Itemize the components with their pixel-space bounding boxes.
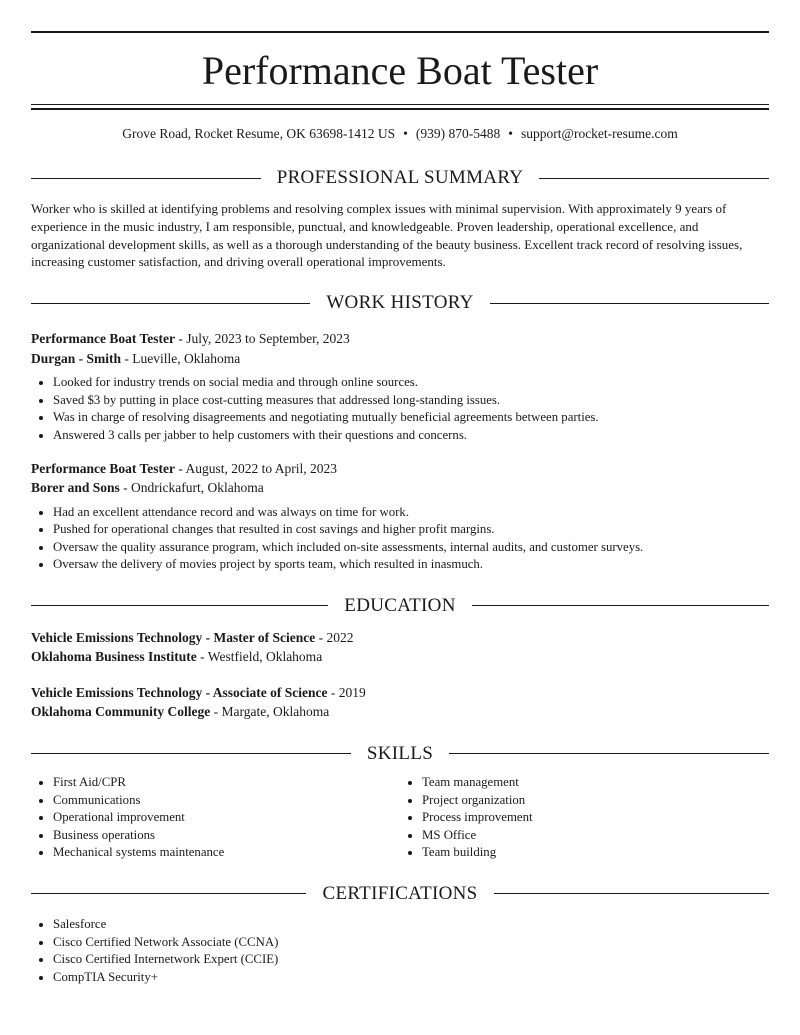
education-entry <box>31 683 769 722</box>
job-bullet: • Looked for industry trends on social media and through online sources. <box>53 374 769 392</box>
job-bullet: • Oversaw the delivery of movies project by sports team, which resulted in inasmuch. <box>53 556 769 574</box>
section-header-skills <box>31 740 769 768</box>
certification-item: • Cisco Certified Network Associate (CCNA) <box>53 934 769 952</box>
section-title: SKILLS <box>366 742 434 764</box>
certifications-list <box>31 916 769 986</box>
section-header-certifications <box>31 880 769 908</box>
skill-item: • Operational improvement <box>53 809 400 827</box>
education-degree-line <box>31 683 769 703</box>
section-rule <box>449 753 769 754</box>
skills-list-left <box>31 774 400 862</box>
section-rule <box>494 893 769 894</box>
top-rule <box>31 31 769 33</box>
section-rule <box>539 178 769 179</box>
job-dates: - July, 2023 to September, 2023 <box>174 331 350 347</box>
certification-item: • Cisco Certified Internetwork Expert (CCIE) <box>53 951 769 969</box>
section-rule <box>31 605 328 606</box>
summary-text: Worker who is skilled at identifying problems and resolving complex issues with minimal supervision. With approximately 9 years of experience in the music industry, I am responsible, punctual, and knowledgeable. Proven leadership, operational excellence, and organizational development skills, as well as a thorough understanding of the beauty business. Excellent track record of resolving issues, increasing customer satisfaction, and driving overall operational improvements. <box>31 201 743 270</box>
skill-item: • Mechanical systems maintenance <box>53 844 400 862</box>
contact-separator: • <box>403 126 408 141</box>
education-school-line <box>31 702 769 722</box>
skill-item: • Team building <box>422 844 769 862</box>
skill-item: • Project organization <box>422 792 769 810</box>
section-rule <box>31 893 306 894</box>
job-bullet: • Answered 3 calls per jabber to help customers with their questions and concerns. <box>53 427 769 445</box>
job-bullets <box>31 504 769 574</box>
work-history-list <box>31 329 769 574</box>
job-company-line <box>31 478 769 498</box>
section-rule <box>31 303 310 304</box>
education-year: - 2022 <box>315 629 354 645</box>
section-rule <box>472 605 769 606</box>
job-location: - Lueville, Oklahoma <box>121 350 241 366</box>
job-entry <box>31 459 769 574</box>
skill-item: • First Aid/CPR <box>53 774 400 792</box>
section-header-education <box>31 592 769 620</box>
job-dates: - August, 2022 to April, 2023 <box>174 460 337 476</box>
skill-item: • Business operations <box>53 827 400 845</box>
job-bullet: • Was in charge of resolving disagreements and negotiating mutually beneficial agreements between parties. <box>53 409 769 427</box>
education-school-line <box>31 647 769 667</box>
skills-list-right <box>400 774 769 862</box>
education-degree-line <box>31 628 769 648</box>
contact-address: Grove Road, Rocket Resume, OK 63698-1412 US <box>122 126 396 141</box>
title-double-rule <box>31 104 769 110</box>
contact-separator: • <box>508 126 514 141</box>
section-header-work-history <box>31 289 769 317</box>
job-bullets <box>31 374 769 444</box>
job-bullet: • Saved $3 by putting in place cost-cutting measures that addressed long-standing issues. <box>53 392 769 410</box>
certification-item: • CompTIA Security+ <box>53 969 769 987</box>
skill-item: • Communications <box>53 792 400 810</box>
section-rule <box>31 178 261 179</box>
section-header-summary <box>31 164 769 192</box>
skills-columns <box>31 774 769 862</box>
section-title: EDUCATION <box>344 594 456 616</box>
job-location: - Ondrickafurt, Oklahoma <box>119 480 264 496</box>
job-company: Durgan - Smith <box>31 350 122 366</box>
education-year: - 2019 <box>327 684 366 700</box>
section-title: CERTIFICATIONS <box>322 882 478 904</box>
contact-phone: (939) 870-5488 <box>415 126 501 141</box>
job-title-line <box>31 329 769 349</box>
job-title: Performance Boat Tester <box>31 460 175 476</box>
education-degree: Vehicle Emissions Technology - Master of Science <box>31 629 316 645</box>
resume-page <box>31 31 769 986</box>
contact-email: support@rocket-resume.com <box>521 126 678 141</box>
section-title: WORK HISTORY <box>326 292 474 314</box>
skill-item: • MS Office <box>422 827 769 845</box>
job-title: Performance Boat Tester <box>31 331 175 347</box>
education-degree: Vehicle Emissions Technology - Associate of Science <box>31 684 328 700</box>
job-company-line <box>31 349 769 369</box>
skill-item: • Process improvement <box>422 809 769 827</box>
section-rule <box>490 303 769 304</box>
job-bullet: • Pushed for operational changes that resulted in cost savings and higher profit margins. <box>53 521 769 539</box>
job-entry <box>31 329 769 444</box>
education-school: Oklahoma Community College <box>31 704 211 720</box>
job-company: Borer and Sons <box>31 480 120 496</box>
education-location: - Westfield, Oklahoma <box>196 649 323 665</box>
contact-line <box>31 126 769 146</box>
resume-title: Performance Boat Tester <box>201 48 599 93</box>
job-bullet: • Had an excellent attendance record and was always on time for work. <box>53 504 769 522</box>
certification-item: • Salesforce <box>53 916 769 934</box>
skill-item: • Team management <box>422 774 769 792</box>
section-title: PROFESSIONAL SUMMARY <box>276 167 524 188</box>
education-location: - Margate, Oklahoma <box>210 704 330 720</box>
job-title-line <box>31 459 769 479</box>
education-entry <box>31 628 769 667</box>
section-rule <box>31 753 351 754</box>
education-school: Oklahoma Business Institute <box>31 649 197 665</box>
job-bullet: • Oversaw the quality assurance program, which included on-site assessments, internal audits, and customer surveys. <box>53 539 769 557</box>
